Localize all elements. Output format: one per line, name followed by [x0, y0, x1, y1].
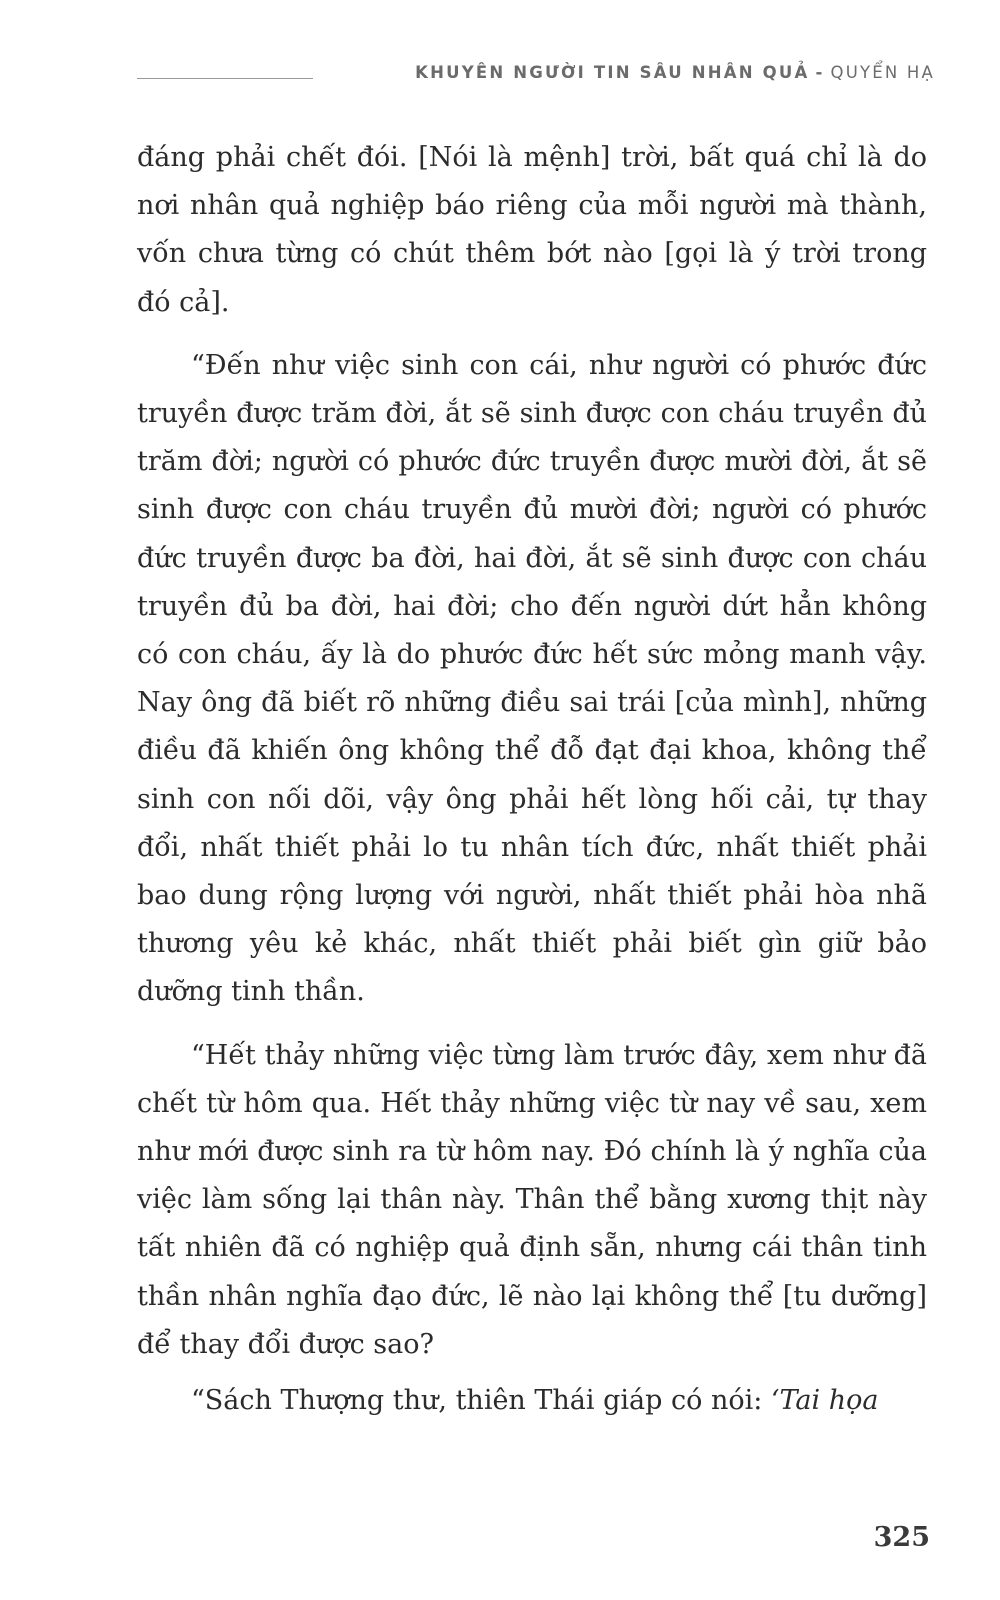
header-separator: -	[815, 63, 825, 82]
body-text	[137, 134, 927, 1425]
volume-label: QUYỂN HẠ	[830, 63, 935, 82]
paragraph-4-quote: ‘Tai họa	[770, 1385, 879, 1417]
paragraph-4-text: “Sách Thượng thư, thiên Thái giáp có nói:	[191, 1385, 771, 1417]
paragraph-3: “Hết thảy những việc từng làm trước đây, xem như đã chết từ hôm qua. Hết thảy những việc từ nay về sau, xem như mới được sinh ra từ hôm nay. Đó chính là ý nghĩa của việc làm sống lại thân này. Thân thể bằng xương thịt này tất nhiên đã có nghiệp quả định sẵn, nhưng cái thân tinh thần nhân nghĩa đạo đức, lẽ nào lại không thể [tu dưỡng] để thay đổi được sao?	[137, 1039, 927, 1360]
page-number: 325	[873, 1522, 930, 1553]
header-rule	[137, 78, 313, 79]
running-head	[415, 63, 935, 82]
book-title: KHUYÊN NGƯỜI TIN SÂU NHÂN QUẢ	[415, 63, 810, 82]
paragraph-1: đáng phải chết đói. [Nói là mệnh] trời, bất quá chỉ là do nơi nhân quả nghiệp báo riêng của mỗi người mà thành, vốn chưa từng có chút thêm bớt nào [gọi là ý trời trong đó cả].	[137, 142, 927, 318]
paragraph-2: “Đến như việc sinh con cái, như người có phước đức truyền được trăm đời, ắt sẽ sinh được con cháu truyền đủ trăm đời; người có phước đức truyền được mười đời, ắt sẽ sinh được con cháu truyền đủ mười đời; người có phước đức truyền được ba đời, hai đời, ắt sẽ sinh được con cháu truyền đủ ba đời, hai đời; cho đến người dứt hẳn không có con cháu, ấy là do phước đức hết sức mỏng manh vậy. Nay ông đã biết rõ những điều sai trái [của mình], những điều đã khiến ông không thể đỗ đạt đại khoa, không thể sinh con nối dõi, vậy ông phải hết lòng hối cải, tự thay đổi, nhất thiết phải lo tu nhân tích đức, nhất thiết phải bao dung rộng lượng với người, nhất thiết phải hòa nhã thương yêu kẻ khác, nhất thiết phải biết gìn giữ bảo dưỡng tinh thần.	[137, 349, 927, 1008]
paragraph-4	[137, 1377, 927, 1425]
